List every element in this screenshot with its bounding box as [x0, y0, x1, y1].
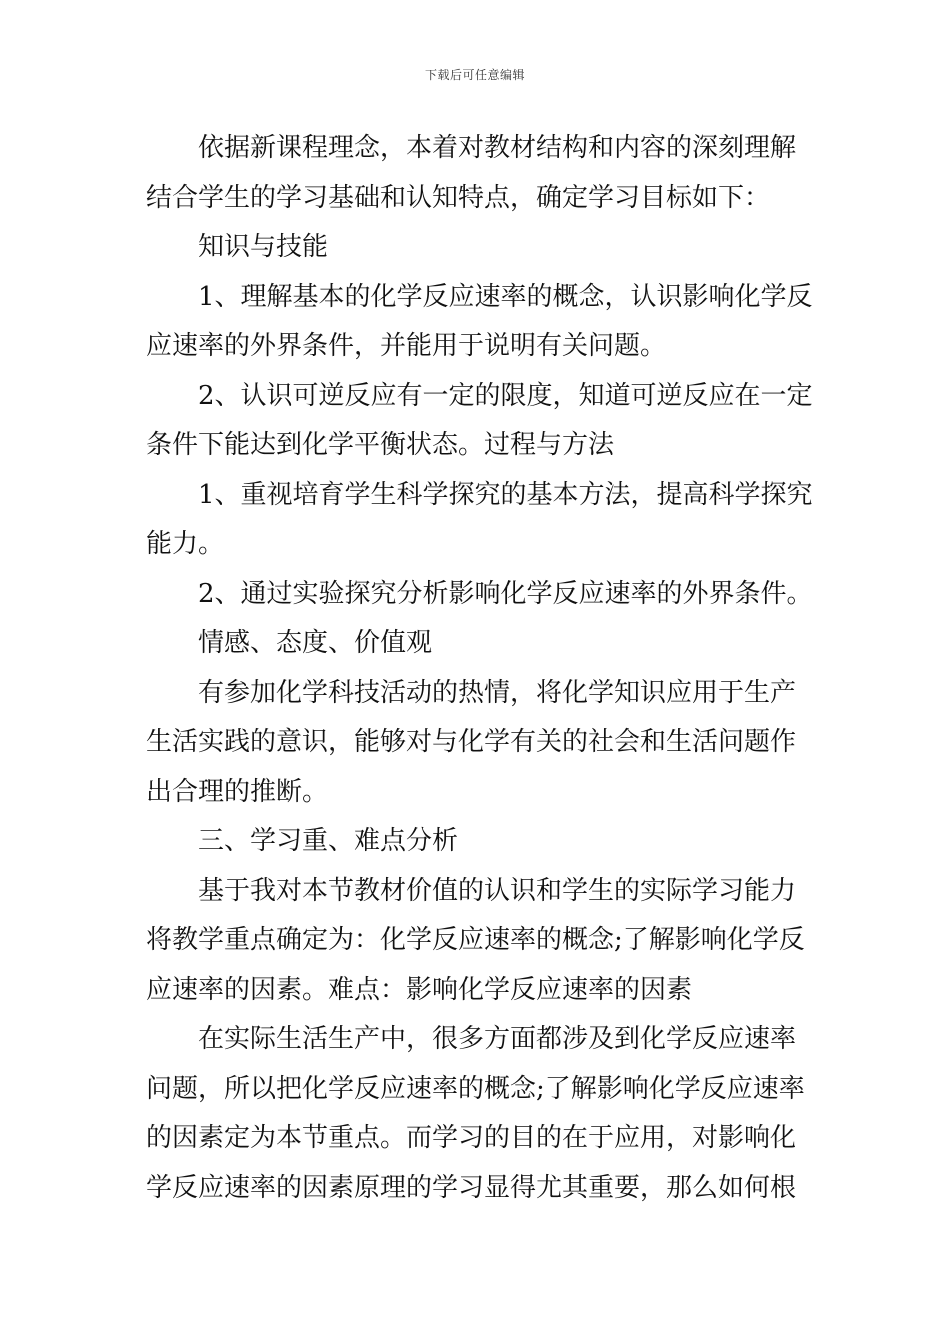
- text-line: 问题，所以把化学反应速率的概念;了解影响化学反应速率: [146, 1073, 805, 1104]
- text-line: 的因素定为本节重点。而学习的目的在于应用，对影响化: [146, 1123, 797, 1153]
- text-line: 将教学重点确定为：化学反应速率的概念;了解影响化学反: [146, 925, 805, 955]
- text-line: 出合理的推断。: [146, 776, 329, 807]
- text-line: 应速率的外界条件，并能用于说明有关问题。: [146, 331, 667, 361]
- text-line: 1、重视培育学生科学探究的基本方法，提高科学探究: [198, 479, 813, 510]
- text-line: 在实际生活生产中，很多方面都涉及到化学反应速率: [198, 1024, 797, 1054]
- text-line: 三、学习重、难点分析: [198, 826, 459, 856]
- text-line: 2、认识可逆反应有一定的限度，知道可逆反应在一定: [198, 380, 813, 411]
- text-line: 生活实践的意识，能够对与化学有关的社会和生活问题作: [146, 727, 797, 757]
- text-line: 结合学生的学习基础和认知特点，确定学习目标如下：: [146, 182, 771, 213]
- document-body: [146, 124, 814, 1213]
- text-line: 条件下能达到化学平衡状态。过程与方法: [146, 430, 615, 460]
- text-line: 学反应速率的因素原理的学习显得尤其重要，那么如何根: [146, 1172, 797, 1203]
- text-line: 依据新课程理念，本着对教材结构和内容的深刻理解: [198, 133, 797, 163]
- text-line: 情感、态度、价值观: [198, 628, 433, 658]
- text-line: 1、理解基本的化学反应速率的概念，认识影响化学反: [198, 281, 813, 312]
- text-line: 基于我对本节教材价值的认识和学生的实际学习能力: [198, 875, 797, 906]
- text-line: 应速率的因素。难点：影响化学反应速率的因素: [146, 974, 693, 1005]
- header-note: 下载后可任意编辑: [424, 68, 525, 82]
- text-line: 能力。: [146, 529, 225, 559]
- text-line: 有参加化学科技活动的热情，将化学知识应用于生产: [198, 677, 797, 708]
- text-line: 知识与技能: [198, 232, 329, 262]
- text-line: 2、通过实验探究分析影响化学反应速率的外界条件。: [198, 578, 813, 609]
